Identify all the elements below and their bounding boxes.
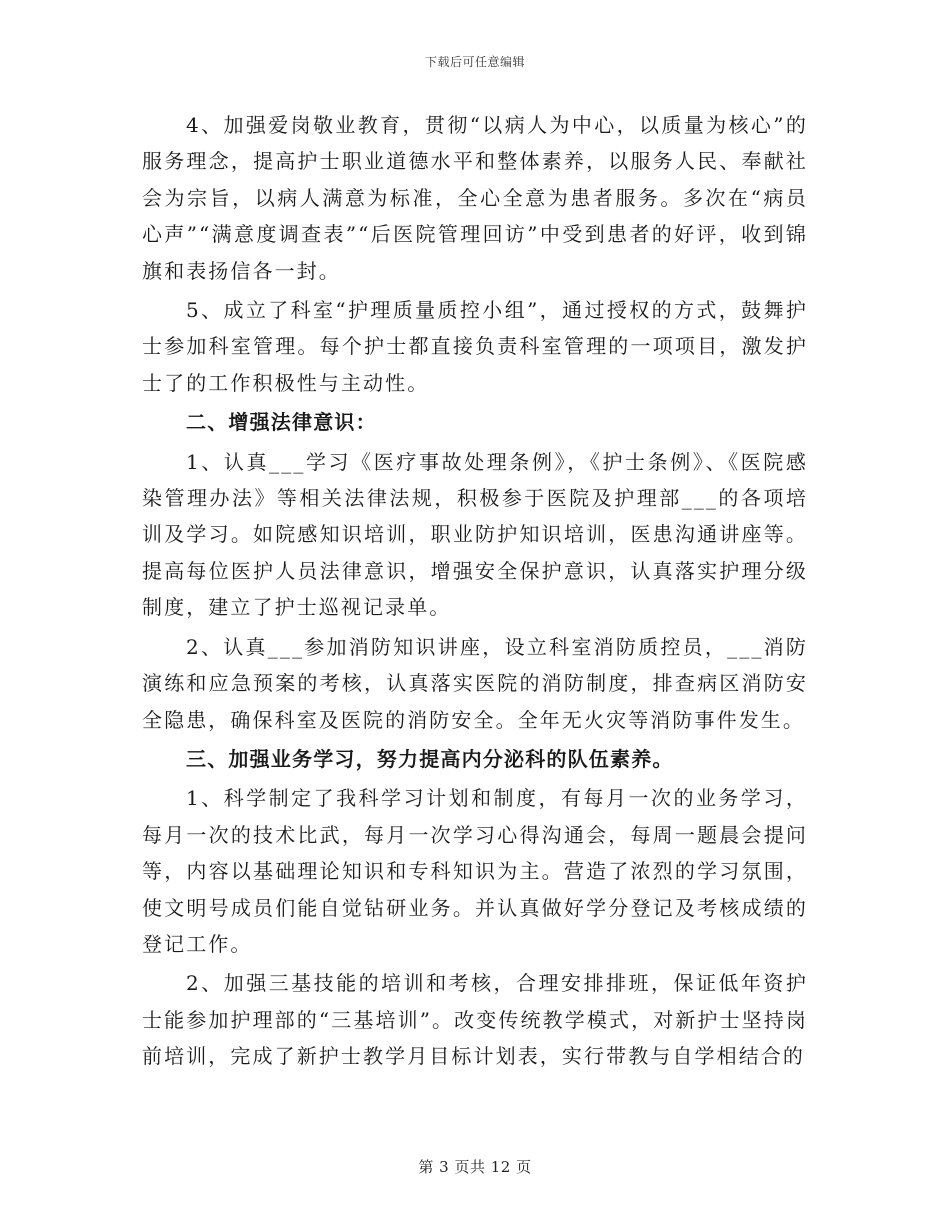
page-number: 第 3 页共 12 页 bbox=[418, 1158, 532, 1176]
page-header: 下载后可任意编辑 bbox=[424, 55, 525, 69]
paragraph-legal-2: 2、认真___参加消防知识讲座，设立科室消防质控员，___消防演练和应急预案的考核，认真落实医院的消防制度，排查病区消防安全隐患，确保科室及医院的消防安全。全年无火灾等消防事件发生。 bbox=[142, 634, 808, 732]
paragraph-4: 4、加强爱岗敬业教育，贯彻“以病人为中心，以质量为核心”的服务理念，提高护士职业道德水平和整体素养，以服务人民、奉献社会为宗旨，以病人满意为标准，全心全意为患者服务。多次在“病员心声”“满意度调查表”“后医院管理回访”中受到患者的好评，收到锦旗和表扬信各一封。 bbox=[142, 113, 808, 283]
document-body bbox=[142, 107, 808, 1078]
section-heading-study: 三、加强业务学习，努力提高内分泌科的队伍素养。 bbox=[186, 746, 674, 771]
paragraph-legal-1: 1、认真___学习《医疗事故处理条例》，《护士条例》、《医院感染管理办法》等相关法律法规，积极参于医院及护理部___的各项培训及学习。如院感知识培训，职业防护知识培训，医患沟通讲座等。提高每位医护人员法律意识，增强安全保护意识，认真落实护理分级制度，建立了护士巡视记录单。 bbox=[142, 449, 808, 620]
paragraph-study-1: 1、科学制定了我科学习计划和制度，有每月一次的业务学习，每月一次的技术比武，每月一次学习心得沟通会，每周一题晨会提问等，内容以基础理论知识和专科知识为主。营造了浓烈的学习氛围，使文明号成员们能自觉钻研业务。并认真做好学分登记及考核成绩的登记工作。 bbox=[142, 786, 808, 956]
paragraph-study-2: 2、加强三基技能的培训和考核，合理安排排班，保证低年资护士能参加护理部的“三基培训”。改变传统教学模式，对新护士坚持岗前培训，完成了新护士教学月目标计划表，实行带教与自学相结合的 bbox=[142, 971, 808, 1069]
section-heading-legal: 二、增强法律意识： bbox=[186, 410, 377, 435]
paragraph-5: 5、成立了科室“护理质量质控小组”，通过授权的方式，鼓舞护士参加科室管理。每个护士都直接负责科室管理的一项项目，激发护士了的工作积极性与主动性。 bbox=[142, 298, 808, 395]
